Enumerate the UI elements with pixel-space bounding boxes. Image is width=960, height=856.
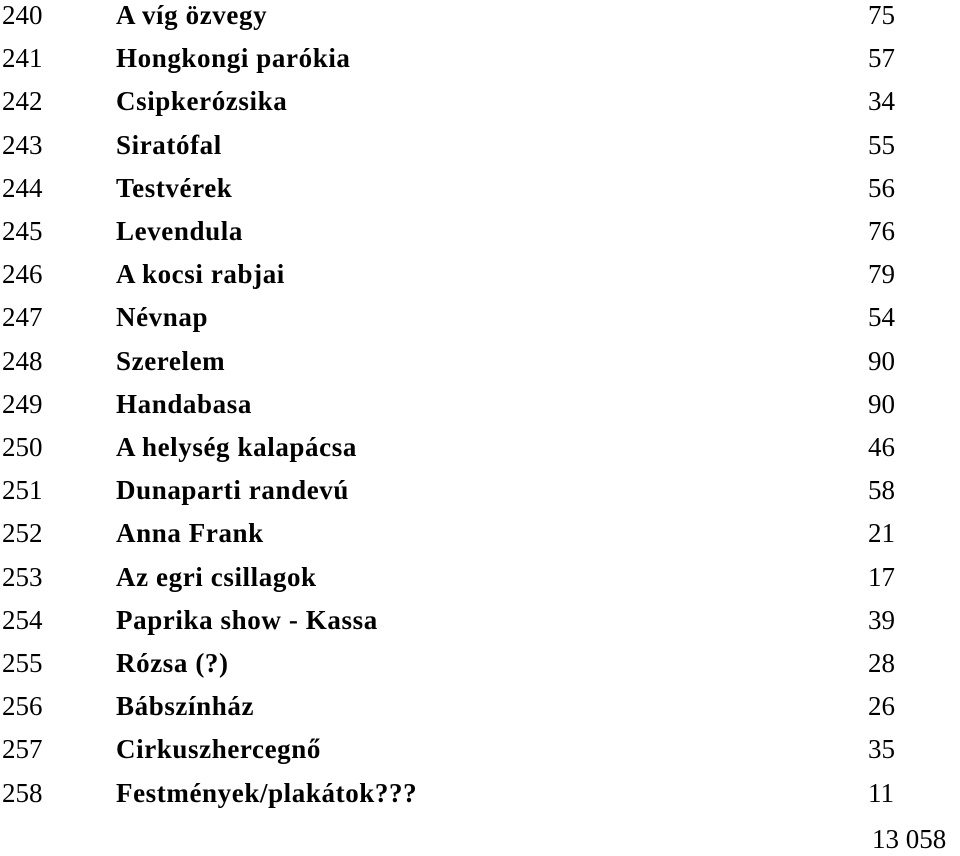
- list-item: [0, 171, 960, 214]
- list-item: [0, 646, 960, 689]
- item-count: 35: [868, 734, 895, 765]
- item-count: 46: [868, 432, 895, 462]
- item-count: 17: [868, 561, 895, 592]
- item-number: 240: [2, 0, 43, 30]
- item-number: 248: [2, 345, 43, 376]
- item-title: A helység kalapácsa: [116, 432, 357, 462]
- list-item: [0, 214, 960, 257]
- item-number: 247: [2, 302, 43, 333]
- item-number: 250: [2, 432, 43, 462]
- item-number: 249: [2, 388, 43, 419]
- list-item: [0, 344, 960, 387]
- item-title: Csipkerózsika: [116, 86, 288, 117]
- item-title: Levendula: [116, 216, 243, 246]
- item-number: 257: [2, 734, 43, 765]
- item-title: A kocsi rabjai: [116, 259, 285, 290]
- item-count: 55: [868, 129, 895, 160]
- item-count: 56: [868, 172, 895, 203]
- item-number: 256: [2, 691, 43, 722]
- list-item: [0, 473, 960, 516]
- list-item: [0, 300, 960, 343]
- item-count: 54: [868, 302, 895, 333]
- item-title: Siratófal: [116, 129, 222, 160]
- item-title: Rózsa (?): [116, 648, 229, 678]
- item-title: Cirkuszhercegnő: [116, 734, 321, 765]
- item-count: 26: [868, 691, 895, 722]
- item-count: 28: [868, 648, 895, 678]
- item-number: 252: [2, 518, 43, 549]
- item-number: 258: [2, 777, 43, 808]
- list-item: [0, 689, 960, 732]
- item-title: Az egri csillagok: [116, 561, 317, 592]
- list-item: [0, 516, 960, 559]
- list-item: [0, 430, 960, 473]
- item-count: 90: [868, 388, 895, 419]
- list-item: [0, 0, 960, 41]
- list-item: [0, 41, 960, 84]
- item-title: A víg özvegy: [116, 0, 268, 30]
- item-title: Anna Frank: [116, 518, 264, 549]
- item-number: 255: [2, 648, 43, 678]
- item-title: Hongkongi parókia: [116, 43, 351, 74]
- item-count: 11: [868, 777, 894, 808]
- list-item: [0, 84, 960, 127]
- item-number: 245: [2, 216, 43, 246]
- item-count: 57: [868, 43, 895, 74]
- item-title: Testvérek: [116, 172, 233, 203]
- item-number: 242: [2, 86, 43, 117]
- item-number: 254: [2, 604, 43, 635]
- list-item: [0, 560, 960, 603]
- list-item: [0, 128, 960, 171]
- item-count: 90: [868, 345, 895, 376]
- item-count: 34: [868, 86, 895, 117]
- list-item: [0, 257, 960, 300]
- item-count: 58: [868, 475, 895, 506]
- item-count: 21: [868, 518, 895, 549]
- item-count: 76: [868, 216, 895, 246]
- item-count: 39: [868, 604, 895, 635]
- grand-total: 13 058: [872, 824, 947, 854]
- item-number: 251: [2, 475, 43, 506]
- item-number: 246: [2, 259, 43, 290]
- list-item: [0, 387, 960, 430]
- item-title: Szerelem: [116, 345, 226, 376]
- item-title: Handabasa: [116, 388, 252, 419]
- item-title: Bábszínház: [116, 691, 255, 722]
- item-count: 79: [868, 259, 895, 290]
- item-count: 75: [868, 0, 895, 30]
- item-title: Festmények/plakátok???: [116, 777, 418, 808]
- list-item: [0, 776, 960, 819]
- item-title: Paprika show - Kassa: [116, 604, 378, 635]
- item-number: 243: [2, 129, 43, 160]
- item-title: Névnap: [116, 302, 209, 333]
- item-number: 253: [2, 561, 43, 592]
- item-number: 244: [2, 172, 43, 203]
- list-item: [0, 603, 960, 646]
- item-title: Dunaparti randevú: [116, 475, 349, 506]
- item-number: 241: [2, 43, 43, 74]
- list-item: [0, 732, 960, 775]
